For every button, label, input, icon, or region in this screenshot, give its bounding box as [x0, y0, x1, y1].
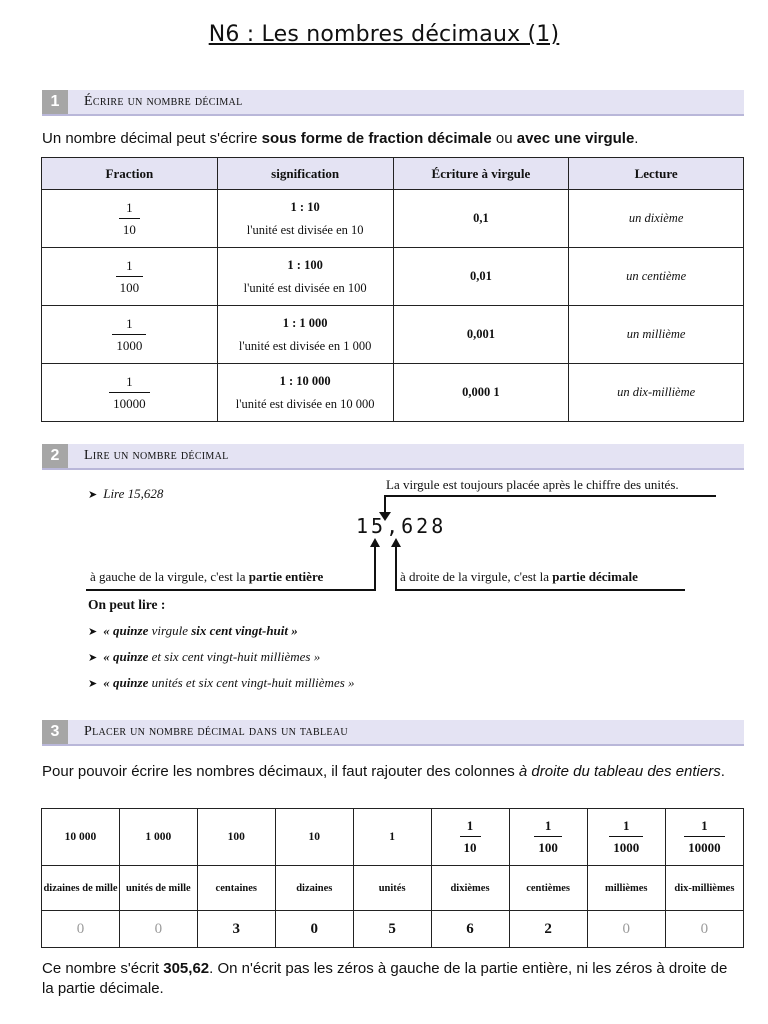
- intro-text: Un nombre décimal peut s'écrire: [42, 130, 262, 147]
- on-peut-lire: On peut lire :: [88, 597, 166, 612]
- intro-italic: à droite du tableau des entiers: [518, 763, 721, 780]
- fraction: [609, 818, 643, 856]
- table-row: [42, 911, 744, 948]
- header-lecture: Lecture: [569, 158, 744, 190]
- fraction-cell: [42, 306, 218, 364]
- reading-text: et six cent vingt-huit millièmes »: [148, 649, 321, 664]
- value-cell: 1: [353, 809, 431, 866]
- ratio: 1 : 100: [287, 257, 323, 272]
- ratio: 1 : 10 000: [279, 373, 331, 388]
- reading-cell: un dix-millième: [569, 364, 744, 422]
- section-title: Écrire un nombre décimal: [84, 94, 243, 109]
- intro-text: .: [634, 130, 639, 147]
- value-cell: [587, 809, 665, 866]
- fraction: [109, 374, 150, 412]
- denominator: 10: [122, 221, 136, 237]
- meaning-cell: [217, 248, 393, 306]
- ratio: 1 : 1 000: [282, 315, 328, 330]
- table-header-row: [42, 158, 744, 190]
- reading-text: unités et six cent vingt-huit millièmes »: [148, 675, 355, 690]
- meaning: l'unité est divisée en 100: [243, 280, 367, 295]
- bullet-arrow-icon: ➤: [88, 626, 98, 638]
- bullet-arrow-icon: ➤: [88, 678, 98, 690]
- digit-cell: 0: [665, 911, 743, 948]
- outro-text: Ce nombre s'écrit: [42, 960, 164, 977]
- name-cell: dix-millièmes: [665, 866, 743, 911]
- lire-label: [88, 486, 163, 502]
- note-comma: La virgule est toujours placée après le chiffre des unités.: [386, 477, 679, 492]
- name-cell: unités: [353, 866, 431, 911]
- section-title: Placer un nombre décimal dans un tableau: [84, 724, 348, 739]
- numerator: 1: [701, 818, 708, 833]
- connector-line: [374, 546, 376, 590]
- meaning-cell: [217, 306, 393, 364]
- note-text: à droite de la virgule, c'est la: [400, 569, 553, 584]
- reading-item: [88, 649, 320, 665]
- value-cell: 10: [275, 809, 353, 866]
- section-number: 2: [42, 444, 68, 468]
- reading-cell: un centième: [569, 248, 744, 306]
- meaning: l'unité est divisée en 1 000: [238, 338, 372, 353]
- digit-cell: 3: [197, 911, 275, 948]
- decimal-cell: 0,001: [393, 306, 569, 364]
- outro-bold: 305,62: [163, 960, 210, 977]
- table-row: [42, 809, 744, 866]
- numerator: 1: [126, 315, 133, 331]
- connector-line: [395, 546, 397, 590]
- numerator: 1: [544, 818, 552, 833]
- digit-cell: 0: [42, 911, 120, 948]
- table-row: [42, 306, 744, 364]
- denominator: 10000: [688, 840, 721, 855]
- name-cell: centaines: [197, 866, 275, 911]
- table-row: [42, 190, 744, 248]
- header-signification: signification: [217, 158, 393, 190]
- fraction: [460, 818, 481, 856]
- name-cell: dizaines de mille: [42, 866, 120, 911]
- name-cell: dizaines: [275, 866, 353, 911]
- reading-item: [88, 623, 298, 639]
- section-3-header: [42, 720, 744, 746]
- digit-cell: 6: [431, 911, 509, 948]
- reading-cell: un dixième: [569, 190, 744, 248]
- numerator: 1: [623, 818, 630, 833]
- denominator: 100: [538, 840, 558, 855]
- note-bold: partie entière: [248, 569, 324, 584]
- intro-text: .: [720, 763, 725, 780]
- digit-cell: 0: [587, 911, 665, 948]
- note-text: à gauche de la virgule, c'est la: [90, 569, 249, 584]
- lire-text: Lire 15,628: [103, 486, 164, 501]
- left-note: [90, 569, 323, 585]
- fraction-cell: [42, 190, 218, 248]
- note-bold: partie décimale: [552, 569, 638, 584]
- intro-bold: avec une virgule: [516, 130, 635, 147]
- reading-bold: « quinze: [103, 675, 149, 690]
- name-cell: dixièmes: [431, 866, 509, 911]
- section-number: 1: [42, 90, 68, 114]
- section-2-header: [42, 444, 744, 470]
- numerator: 1: [126, 257, 133, 273]
- value-cell: [431, 809, 509, 866]
- table-row: [42, 364, 744, 422]
- note-underline: [384, 495, 716, 497]
- numerator: 1: [126, 199, 133, 215]
- fraction-table: [41, 157, 744, 422]
- decimal-cell: 0,000 1: [393, 364, 569, 422]
- digit-cell: 0: [275, 911, 353, 948]
- numerator: 1: [126, 373, 133, 389]
- fraction-cell: [42, 248, 218, 306]
- table-row: [42, 866, 744, 911]
- bullet-arrow-icon: ➤: [88, 489, 98, 501]
- reading-item: [88, 675, 355, 691]
- right-note-underline: [395, 589, 685, 591]
- left-note-underline: [86, 589, 376, 591]
- table-row: [42, 248, 744, 306]
- fraction: [112, 316, 146, 354]
- fraction: [684, 818, 725, 856]
- outro-text: . On n'écrit pas les zéros à gauche de la partie entière, ni les zéros à droite de la partie décimale.: [42, 960, 728, 997]
- bullet-arrow-icon: ➤: [88, 652, 98, 664]
- digit-cell: 5: [353, 911, 431, 948]
- fraction: [116, 258, 144, 296]
- intro-text: ou: [491, 130, 517, 147]
- decimal-number: 15,628: [356, 514, 447, 538]
- reading-cell: un millième: [569, 306, 744, 364]
- value-cell: [665, 809, 743, 866]
- meaning: l'unité est divisée en 10 000: [235, 396, 375, 411]
- decimal-cell: 0,1: [393, 190, 569, 248]
- name-cell: centièmes: [509, 866, 587, 911]
- fraction: [534, 818, 562, 856]
- value-cell: 1 000: [119, 809, 197, 866]
- denominator: 1000: [613, 840, 640, 855]
- reading-bold: « quinze: [103, 649, 149, 664]
- intro-bold: sous forme de fraction décimale: [261, 130, 492, 147]
- meaning-cell: [217, 190, 393, 248]
- place-value-table: [41, 808, 744, 948]
- header-decimal: Écriture à virgule: [393, 158, 569, 190]
- digit-cell: 2: [509, 911, 587, 948]
- section-1-header: [42, 90, 744, 116]
- fraction: [119, 200, 140, 238]
- denominator: 100: [119, 279, 140, 295]
- header-fraction: Fraction: [42, 158, 218, 190]
- page-title: N6 : Les nombres décimaux (1): [208, 22, 560, 47]
- denominator: 10: [463, 840, 477, 855]
- reading-text: virgule: [148, 623, 192, 638]
- value-cell: 10 000: [42, 809, 120, 866]
- meaning-cell: [217, 364, 393, 422]
- reading-bold: six cent vingt-huit: [191, 623, 289, 638]
- section-title: Lire un nombre décimal: [84, 448, 229, 463]
- section-3-outro: [42, 959, 742, 999]
- decimal-cell: 0,01: [393, 248, 569, 306]
- ratio: 1 : 10: [290, 199, 320, 214]
- reading-bold: « quinze: [103, 623, 149, 638]
- numerator: 1: [466, 818, 474, 833]
- value-cell: 100: [197, 809, 275, 866]
- reading-text: »: [288, 623, 298, 638]
- section-3-intro: [42, 762, 746, 782]
- section-number: 3: [42, 720, 68, 744]
- denominator: 10000: [113, 395, 146, 411]
- denominator: 1000: [116, 337, 143, 353]
- right-note: [400, 569, 638, 585]
- section-1-intro: [42, 130, 752, 147]
- value-cell: [509, 809, 587, 866]
- name-cell: unités de mille: [119, 866, 197, 911]
- intro-text: Pour pouvoir écrire les nombres décimaux, il faut rajouter des colonnes: [42, 763, 519, 780]
- meaning: l'unité est divisée en 10: [246, 222, 364, 237]
- digit-cell: 0: [119, 911, 197, 948]
- name-cell: millièmes: [587, 866, 665, 911]
- fraction-cell: [42, 364, 218, 422]
